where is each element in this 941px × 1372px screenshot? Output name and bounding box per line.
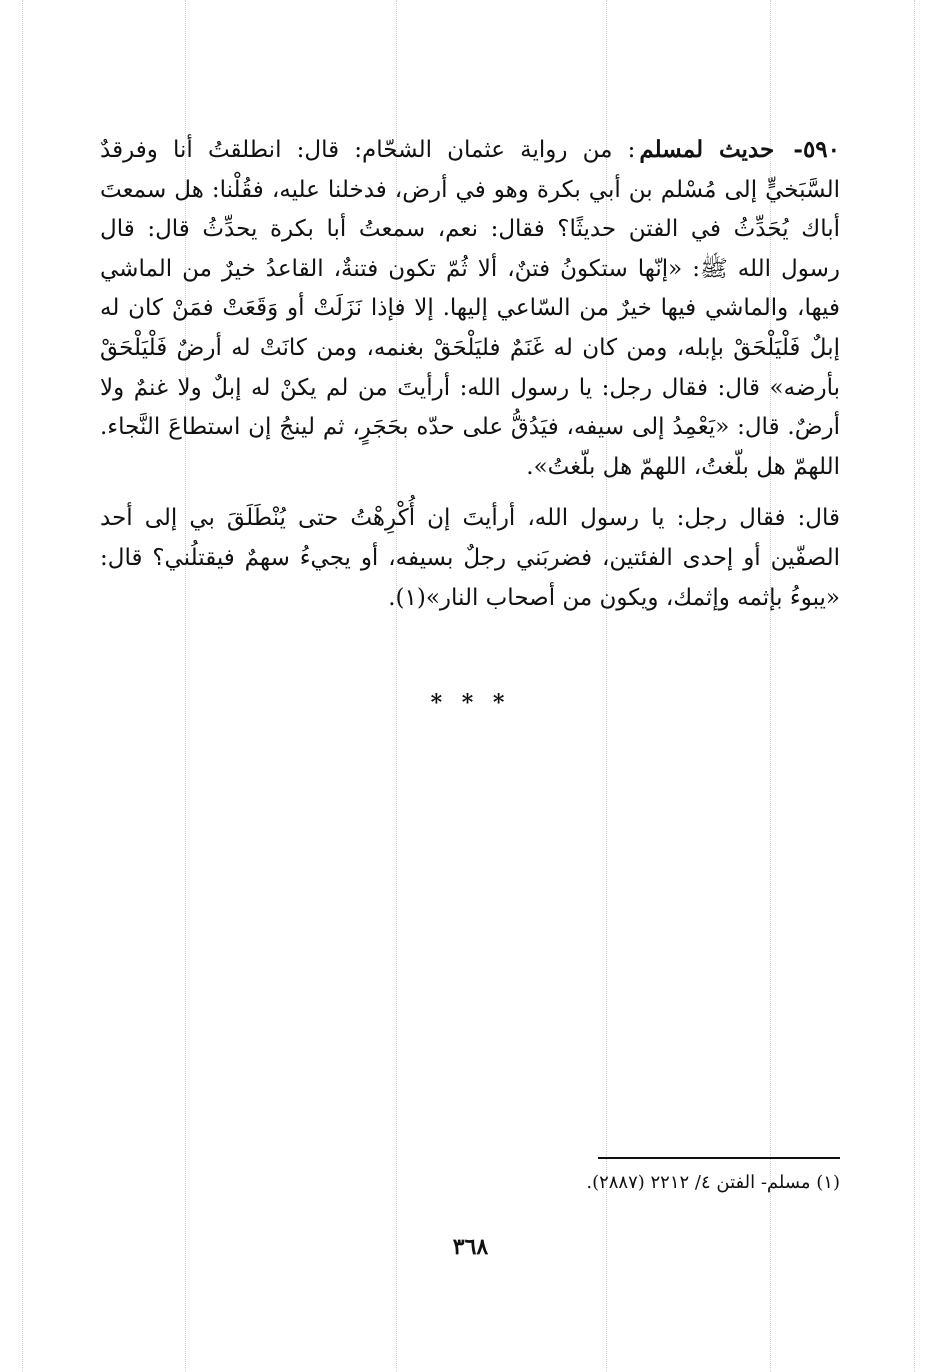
hadith-paragraph-1-text: : من رواية عثمان الشحّام: قال: انطلقتُ أنا وفرقدٌ السَّبَخيٍّ إلى مُسْلم بن أبي بكرة وهو في أرض، فدخلنا عليه، فقُلْنا: هل سمعتَ أباك يُحَدِّثُ في الفتن حديثًا؟ فقال: نعم، سمعتُ أبا بكرة يحدِّثُ قال: قال رسول الله ﷺ: «إنّها ستكونُ فتنٌ، ألا ثُمّ تكون فتنةٌ، القاعدُ خيرٌ من الماشي فيها، والماشي فيها خيرٌ من السّاعي إليها. إلا فإذا نَزَلَتْ أو وَقَعَتْ فمَنْ كان له إبلٌ فَلْيَلْحَقْ بإبله، ومن كان له غَنَمٌ فليَلْحَقْ بغنمه، ومن كانَتْ له أرضٌ فَلْيَلْحَقْ بأرضه» قال: فقال رجل: يا رسول الله: أرأيتَ من لم يكنْ له إبلٌ ولا غنمٌ ولا أرضٌ. قال: «يَعْمِدُ إلى سيفه، فيَدُقُّ على حدّه بحَجَرٍ، ثم لينجُ إن استطاعَ النَّجاء. اللهمّ هل بلّغتُ، اللهمّ هل بلّغتُ».	[100, 137, 840, 480]
hadith-label: حديث لمسلم	[639, 136, 775, 163]
footnote: (١) مسلم- الفتن ٤/ ٢٢١٢ (٢٨٨٧).	[586, 1172, 840, 1193]
hadith-text	[100, 130, 840, 618]
page-number: ٣٦٨	[452, 1234, 489, 1260]
footnote-rule	[598, 1157, 840, 1159]
section-separator: * * *	[430, 690, 511, 716]
hadith-paragraph-1	[100, 130, 840, 487]
hadith-number: ٥٩٠-	[793, 136, 840, 163]
hadith-paragraph-2: قال: فقال رجل: يا رسول الله، أرأيتَ إن أُكْرِهْتُ حتى يُنْطَلَقَ بي إلى أحد الصفّين أو إحدى الفئتين، فضربَني رجلٌ بسيفه، أو يجيءُ سهمٌ فيقتلُني؟ قال: «يبوءُ بإثمه وإثمك، ويكون من أصحاب النار»(١).	[100, 505, 840, 611]
